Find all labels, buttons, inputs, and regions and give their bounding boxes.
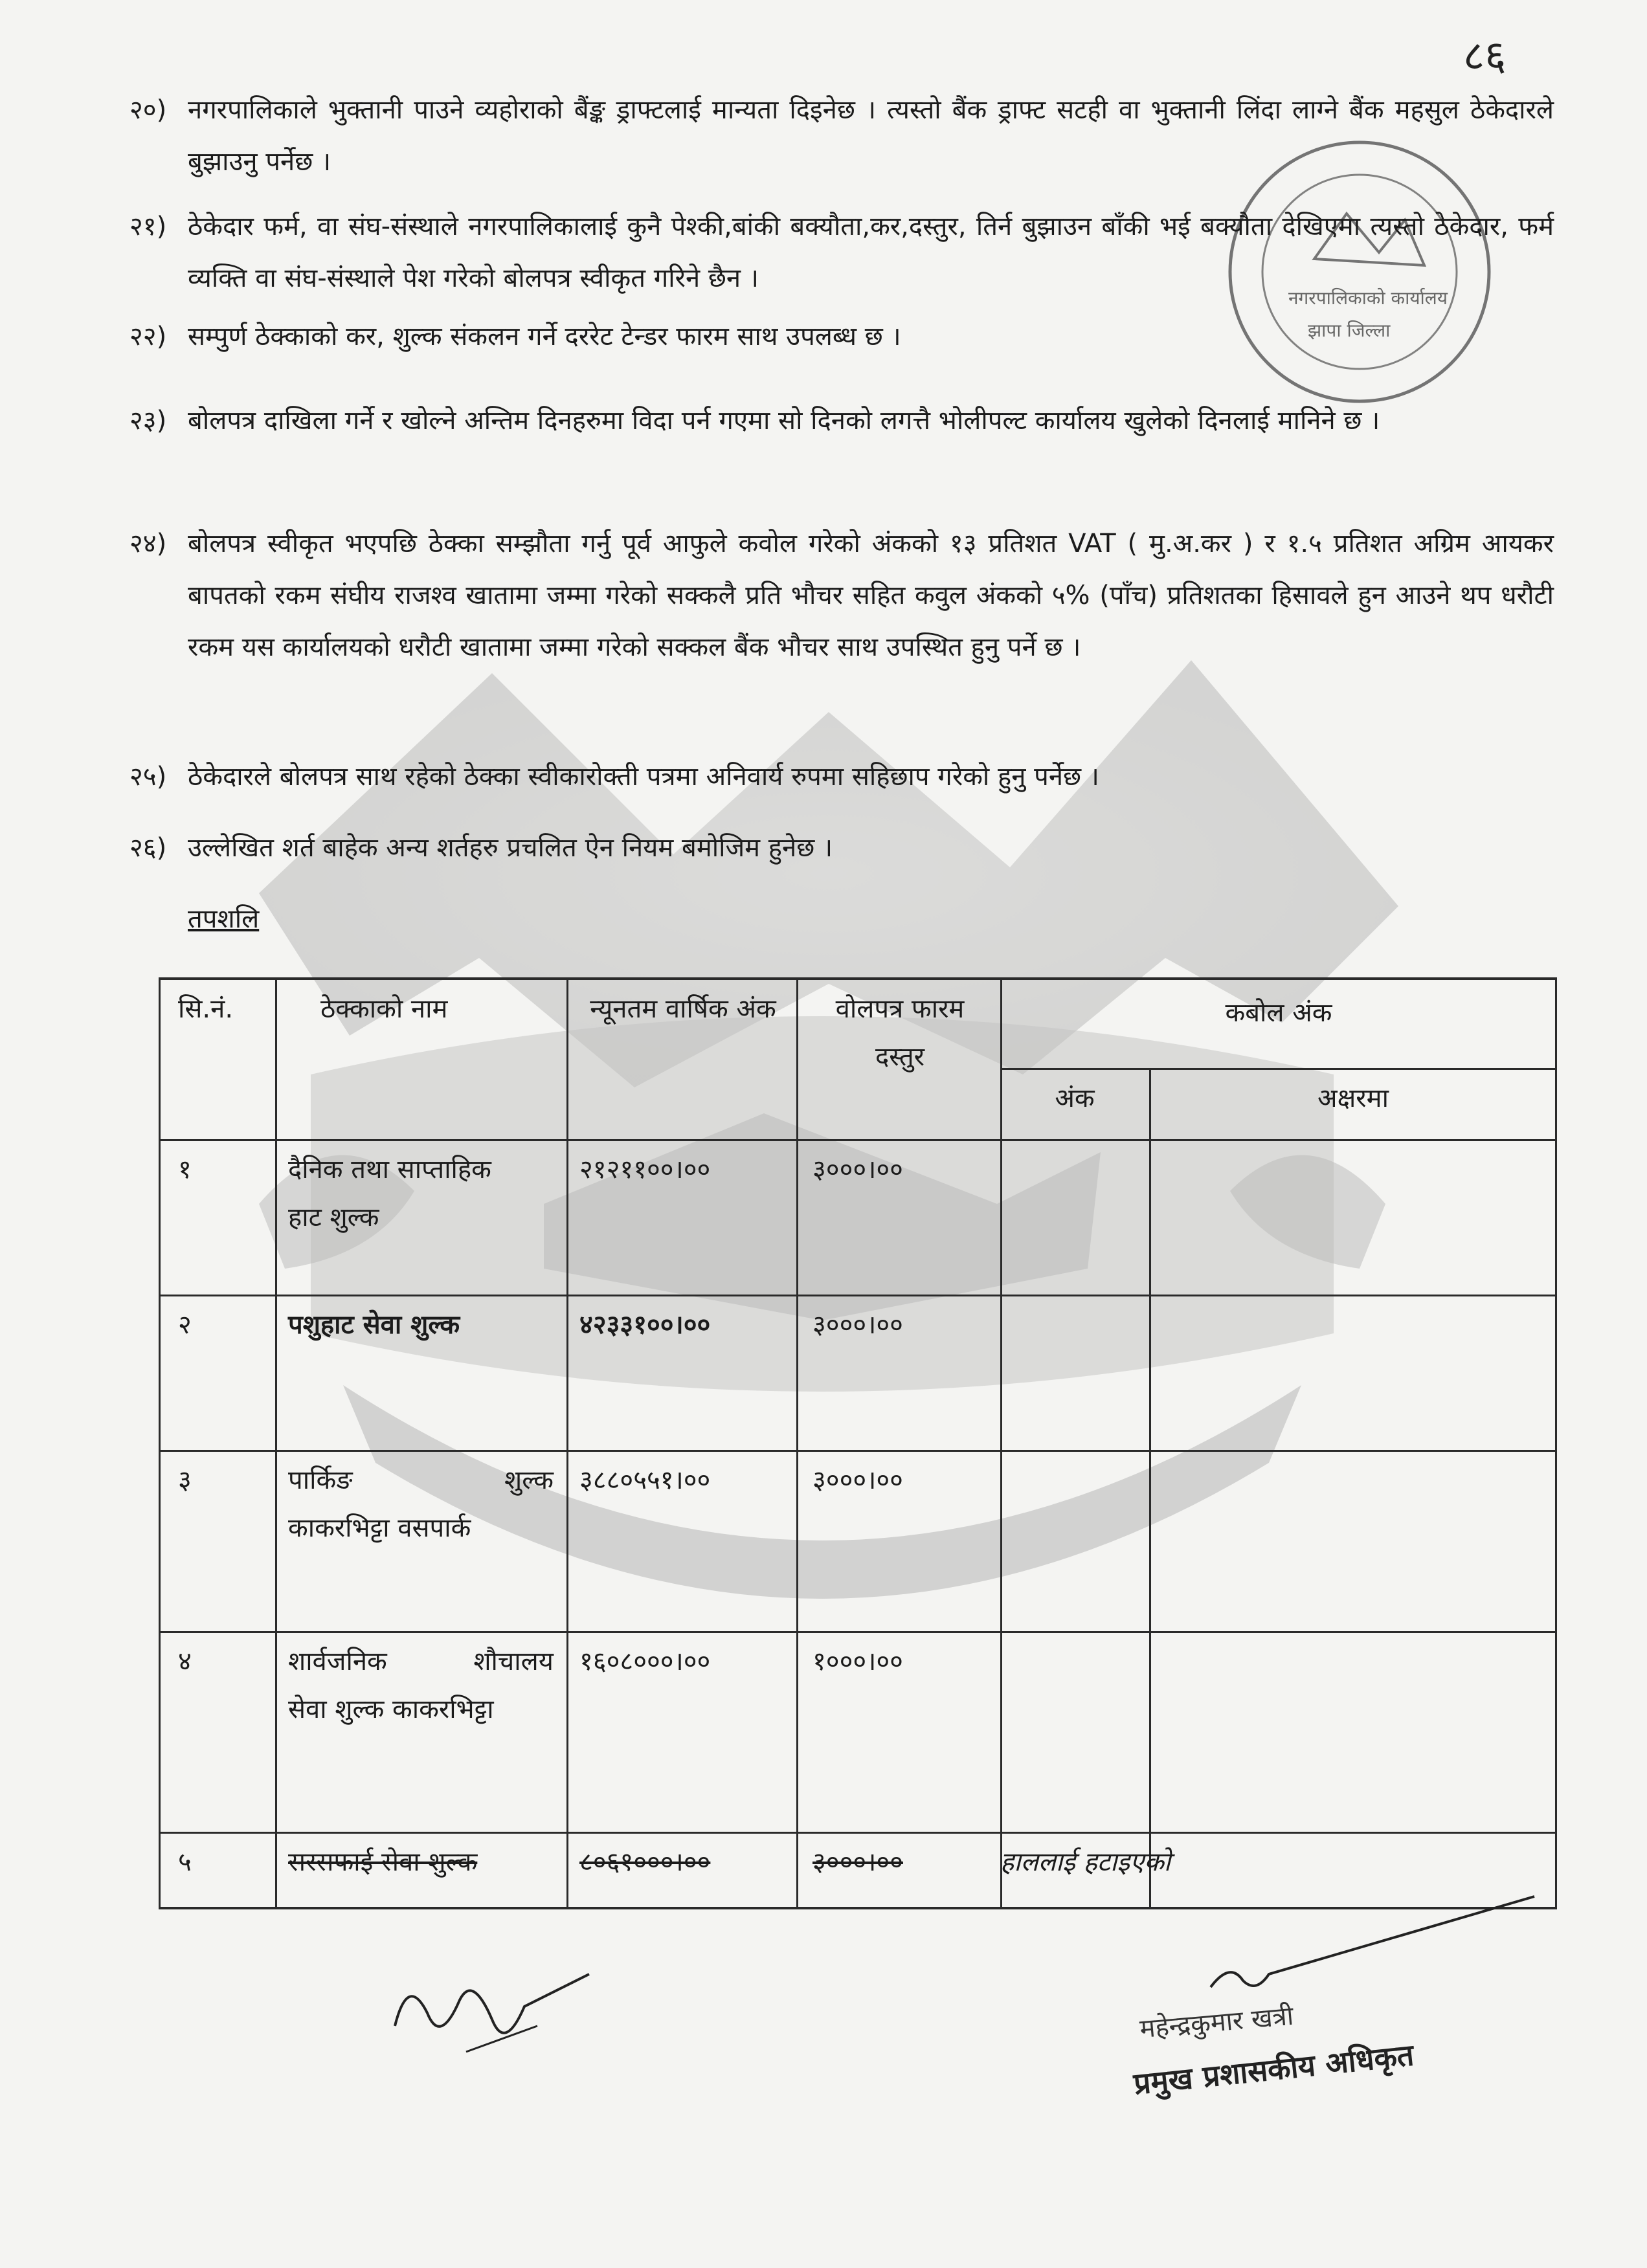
row-min-annual: १६०८०००।०० (579, 1647, 711, 1676)
header-bid: कबोल अंक (1225, 998, 1332, 1028)
clause-number: २३) (129, 406, 167, 436)
row-name-line: दैनिक तथा साप्ताहिक (288, 1155, 491, 1184)
signature-right-icon (1204, 1890, 1541, 2007)
table-rule (159, 1295, 1557, 1296)
clause-text: बोलपत्र दाखिला गर्ने र खोल्ने अन्तिम दिनहरुमा विदा पर्न गएमा सो दिनको लगत्तै भोलीपल्ट कार्यालय खुलेको दिनलाई मानिने छ । (188, 406, 1380, 436)
row-name (288, 1456, 554, 1552)
table-rule (1000, 1068, 1557, 1070)
table-rule (566, 977, 568, 1909)
table-rule (159, 1139, 1557, 1141)
row-sn: २ (178, 1310, 192, 1340)
header-min-annual: न्यूनतम वार्षिक अंक (590, 994, 776, 1024)
signature-left-icon (382, 1948, 602, 2091)
clause-text: नगरपालिकाले भुक्तानी पाउने व्यहोराको बैंङ्क ड्राफ्टलाई मान्यता दिइनेछ । त्यस्तो बैंक ड्राफ्ट सटही वा भुक्तानी लिंदा लाग्ने बैंक महसुल ठेकेदारले बुझाउनु पर्नेछ । (188, 95, 1554, 177)
table-rule (796, 977, 798, 1909)
clause-text: ठेकेदार फर्म, वा संघ-संस्थाले नगरपालिकालाई कुनै पेश्की,बांकी बक्यौता,कर,दस्तुर, तिर्न बुझाउन बाँकी भई बक्यौता देखिएमा त्यस्तो ठेकेदार, फर्म व्यक्ति वा संघ-संस्थाले पेश गरेको बोलपत्र स्वीकृत गरिने छैन । (188, 212, 1554, 293)
row-form-fee: ३०००।०० (812, 1465, 903, 1495)
row-min-annual: २१२११००।०० (579, 1155, 711, 1184)
contract-table (159, 977, 1557, 1909)
row-name (288, 1146, 554, 1241)
clause-number: २०) (129, 95, 167, 125)
svg-text:नगरपालिकाको कार्यालय: नगरपालिकाको कार्यालय (1288, 287, 1448, 309)
row-form-fee: ३०००।०० (812, 1310, 903, 1340)
clause-number: २१) (129, 212, 167, 241)
clause-text: बोलपत्र स्वीकृत भएपछि ठेक्का सम्झौता गर्नु पूर्व आफुले कवोल गरेको अंकको १३ प्रतिशत VAT ( मु.अ.कर ) र १.५ प्रतिशत अग्रिम आयकर बापतको रकम संघीय राजश्व खातामा जम्मा गरेको सक्कलै प्रति भौचर सहित कवुल अंकको ५% (पाँच) प्रतिशतका हिसावले हुन आउने थप धरौटी रकम यस कार्यालयको धरौटी खातामा जम्मा गरेको सक्कल बैंक भौचर साथ उपस्थित हुनु पर्ने छ । (188, 529, 1554, 662)
schedule-heading: तपशलि (188, 904, 260, 934)
row-min-annual: ३८८०५५१।०० (579, 1465, 711, 1495)
svg-text:झापा जिल्ला: झापा जिल्ला (1308, 320, 1391, 341)
clause-text: ठेकेदारले बोलपत्र साथ रहेको ठेक्का स्वीकारोक्ती पत्रमा अनिवार्य रुपमा सहिछाप गरेको हुनु पर्नेछ । (188, 762, 1099, 792)
row-form-fee: १०००।०० (812, 1647, 903, 1676)
header-form-fee: वोलपत्र फारम दस्तुर (835, 994, 965, 1072)
row-name: सरसफाई सेवा शुल्क (288, 1847, 478, 1877)
row-min-annual: ४२३३१००।०० (579, 1310, 711, 1340)
clause-number: २६) (129, 833, 167, 863)
row-name-line: हाट शुल्क (288, 1203, 379, 1232)
table-rule (159, 977, 161, 1909)
row-sn: ५ (178, 1847, 192, 1877)
header-bid-figure: अंक (1055, 1084, 1095, 1113)
clause-number: २५) (129, 762, 167, 792)
row-form-fee: ३०००।०० (812, 1155, 903, 1184)
row-name-line: पार्किङ शुल्क (288, 1465, 554, 1495)
table-rule (1149, 1068, 1151, 1909)
row-min-annual: ८०६१०००।०० (579, 1847, 711, 1877)
row-name (288, 1638, 554, 1733)
row-name-line: सेवा शुल्क काकरभिट्टा (288, 1695, 494, 1724)
row-handwritten-note: हाललाई हटाइएको (1000, 1847, 1171, 1877)
row-name-line: शार्वजनिक शौचालय (288, 1647, 554, 1676)
clause-number: २४) (129, 529, 167, 559)
page-number: ८६ (1463, 32, 1507, 80)
officer-title-stamp: प्रमुख प्रशासकीय अधिकृत (1132, 2037, 1416, 2102)
clause-text: सम्पुर्ण ठेक्काको कर, शुल्क संकलन गर्ने दररेट टेन्डर फारम साथ उपलब्ध छ । (188, 322, 901, 351)
table-rule (159, 1450, 1557, 1452)
row-form-fee: ३०००।०० (812, 1847, 903, 1877)
header-bid-words: अक्षरमा (1317, 1084, 1389, 1113)
clause-text: उल्लेखित शर्त बाहेक अन्य शर्तहरु प्रचलित ऐन नियम बमोजिम हुनेछ । (188, 833, 833, 863)
row-sn: १ (178, 1155, 192, 1184)
row-sn: ४ (178, 1647, 192, 1676)
row-name-line: काकरभिट्टा वसपार्क (288, 1513, 471, 1543)
row-name: पशुहाट सेवा शुल्क (288, 1310, 460, 1340)
table-rule (159, 1631, 1557, 1633)
row-sn: ३ (178, 1465, 192, 1495)
header-sn: सि.नं. (178, 994, 234, 1024)
header-contract-name: ठेक्काको नाम (320, 994, 448, 1024)
officer-name-stamp: महेन्द्रकुमार खत्री (1138, 2001, 1295, 2045)
table-rule (275, 977, 277, 1909)
clause-number: २२) (129, 322, 167, 351)
table-rule (159, 1832, 1557, 1834)
table-rule (159, 977, 1557, 980)
